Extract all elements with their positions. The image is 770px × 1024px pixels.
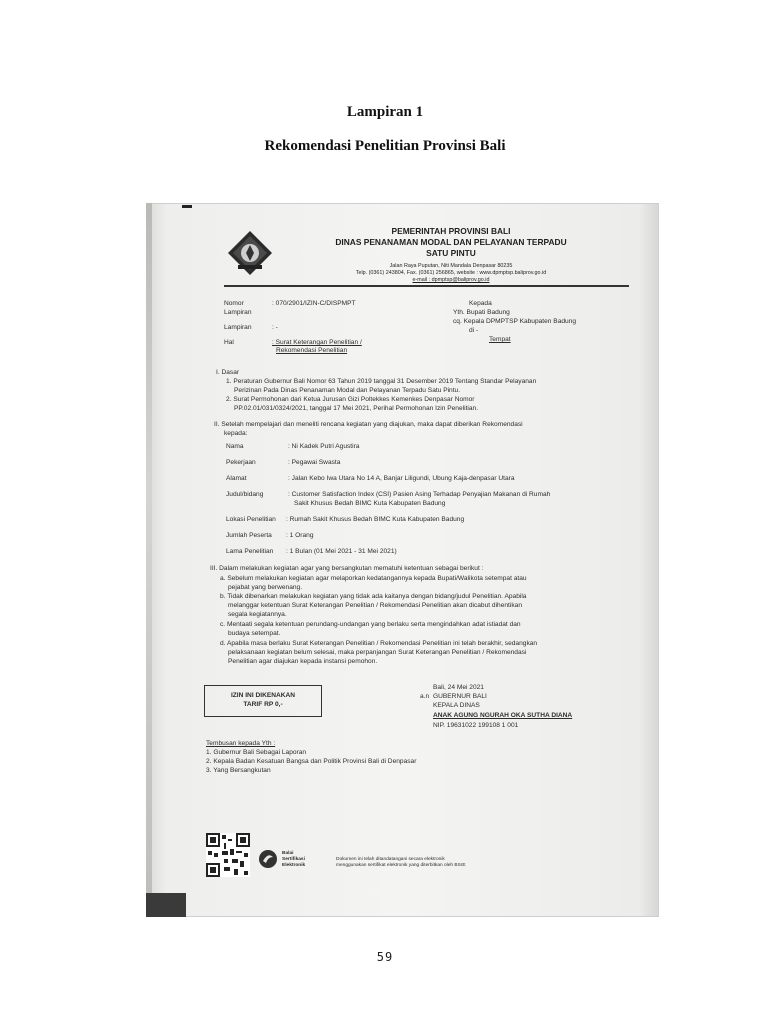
- letterhead-contact: Telp. (0361) 243804, Fax. (0361) 256865, website : www.dpmptsp.baliprov.go.id: [355, 270, 547, 276]
- peserta-value: : 1 Orang: [286, 532, 314, 539]
- lama-value: : 1 Bulan (01 Mei 2021 - 31 Mei 2021): [286, 548, 397, 555]
- letterhead-email: e-mail : dpmptsp@baliprov.go.id: [412, 277, 490, 283]
- lokasi-label: Lokasi Penelitian: [226, 516, 276, 523]
- letterhead-line-1: PEMERINTAH PROVINSI BALI: [391, 226, 511, 236]
- section-3-a2: pejabat yang berwenang.: [228, 584, 303, 591]
- section-2-intro-a: II. Setelah mempelajari dan meneliti rencana kegiatan yang diajukan, maka dapat diberikan Rekomendasi: [214, 421, 523, 428]
- tarif-line-2: TARIF RP 0,-: [243, 701, 283, 708]
- recipient-tempat: Tempat: [489, 336, 511, 343]
- pekerjaan-label: Pekerjaan: [226, 459, 256, 466]
- recipient-cq: cq. Kepala DPMPTSP Kabupaten Badung: [453, 318, 577, 325]
- tembusan-item: 2. Kepala Badan Kesatuan Bangsa dan Politik Provinsi Bali di Denpasar: [206, 758, 417, 765]
- hal-value-2: Rekomendasi Penelitian: [276, 347, 348, 354]
- section-1-title: I. Dasar: [216, 369, 240, 376]
- letterhead-rule: [224, 285, 629, 287]
- section-1-item-1b: Perizinan Pada Dinas Penanaman Modal dan Pelayanan Terpadu Satu Pintu.: [234, 387, 461, 394]
- tembusan-item: 3. Yang Bersangkutan: [206, 767, 271, 774]
- bsre-text-2: Sertifikasi: [282, 857, 305, 862]
- lampiran2-label: Lampiran: [224, 324, 252, 331]
- judul-label: Judul/bidang: [226, 491, 264, 498]
- recipient-di: di -: [469, 327, 479, 334]
- section-1-item-2b: PP.02.01/031/0324/2021, tanggal 17 Mei 2021, Perihal Permohonan Izin Penelitian.: [234, 405, 479, 412]
- section-3-b2: melanggar ketentuan Surat Keterangan Penelitian / Rekomendasi Penelitian akan dicabut dihentikan: [228, 602, 522, 609]
- footer-note-1: Dokumen ini telah ditandatangani secara elektronik: [336, 857, 445, 862]
- page-title: Lampiran 1: [346, 104, 424, 120]
- signature-kepala: KEPALA DINAS: [433, 702, 480, 709]
- lama-label: Lama Penelitian: [226, 548, 274, 555]
- signature-nip: NIP. 19631022 199108 1 001: [433, 722, 519, 729]
- qr-code-icon: [206, 833, 250, 877]
- nomor-label: Nomor: [224, 300, 244, 307]
- bsre-text-1: Balai: [282, 851, 294, 856]
- judul-value-b: Sakit Khusus Bedah BIMC Kuta Kabupaten Badung: [294, 500, 446, 507]
- hal-value-1: : Surat Keterangan Penelitian /: [272, 339, 362, 346]
- recipient-kepada: Kepada: [469, 300, 492, 307]
- nama-label: Nama: [226, 443, 244, 450]
- letterhead-line-2: DINAS PENANAMAN MODAL DAN PELAYANAN TERPADU: [335, 237, 567, 247]
- lampiran2-value: : -: [272, 324, 278, 331]
- section-3-d2: pelaksanaan kegiatan belum selesai, maka perpanjangan Surat Keterangan Penelitian / Rekomendasi: [228, 649, 527, 656]
- signature-gubernur: GUBERNUR BALI: [433, 693, 487, 700]
- section-3-c2: budaya setempat.: [228, 630, 281, 637]
- signature-name: ANAK AGUNG NGURAH OKA SUTHA DIANA: [433, 712, 573, 719]
- nomor-value: : 070/2901/IZIN-C/DISPMPT: [272, 300, 356, 307]
- page-subtitle: Rekomendasi Penelitian Provinsi Bali: [264, 138, 506, 154]
- lokasi-value: : Rumah Sakit Khusus Bedah BIMC Kuta Kabupaten Badung: [286, 516, 465, 523]
- section-1-item-1a: 1. Peraturan Gubernur Bali Nomor 63 Tahun 2019 tanggal 31 Desember 2019 Tentang Standar Pelayanan: [226, 378, 537, 385]
- footer-note-2: menggunakan sertifikat elektronik yang diterbitkan oleh BSrE: [336, 863, 466, 868]
- pekerjaan-value: : Pegawai Swasta: [288, 459, 341, 466]
- letter: [146, 203, 659, 917]
- section-3-intro: III. Dalam melakukan kegiatan agar yang bersangkutan mematuhi ketentuan sebagai berikut :: [210, 565, 484, 572]
- section-2-intro-b: kepada:: [224, 430, 248, 437]
- bsre-text-3: Elektronik: [282, 863, 306, 868]
- signature-an: a.n: [420, 693, 430, 700]
- section-3-c1: c. Mentaati segala ketentuan perundang-undangan yang berlaku serta mengindahkan adat istiadat dan: [220, 621, 521, 628]
- judul-value-a: : Customer Satisfaction Index (CSI) Pasien Asing Terhadap Penyajian Makanan di Rumah: [288, 491, 551, 498]
- section-3-d3: Penelitian agar diajukan kepada instansi pemohon.: [228, 658, 378, 665]
- scanned-letter-photo: [146, 203, 659, 917]
- section-3-b3: segala kegiatannya.: [228, 611, 287, 618]
- section-3-d1: d. Apabila masa berlaku Surat Keterangan Penelitian / Rekomendasi Penelitian ini telah berakhir, sedangkan: [220, 640, 538, 647]
- recipient-yth: Yth. Bupati Badung: [453, 309, 510, 316]
- tembusan-item: 1. Gubernur Bali Sebagai Laporan: [206, 749, 307, 756]
- bali-emblem-icon: [226, 229, 274, 277]
- letterhead-address: Jalan Raya Puputan, Niti Mandala Denpasar 80235: [389, 263, 513, 269]
- alamat-value: : Jalan Kebo Iwa Utara No 14 A, Banjar Liligundi, Ubung Kaja-denpasar Utara: [288, 475, 515, 482]
- section-3-a1: a. Sebelum melakukan kegiatan agar melaporkan kedatangannya kepada Bupati/Walikota setempat atau: [220, 575, 527, 582]
- nama-value: : Ni Kadek Putri Agustira: [288, 443, 360, 450]
- peserta-label: Jumlah Peserta: [226, 532, 272, 539]
- tembusan-title: Tembusan kepada Yth :: [206, 740, 276, 747]
- bsre-logo-icon: [258, 849, 278, 869]
- lampiran-label: Lampiran: [224, 309, 252, 316]
- letterhead-line-3: SATU PINTU: [426, 248, 476, 258]
- tarif-line-1: IZIN INI DIKENAKAN: [230, 692, 296, 699]
- page-number: 59: [376, 950, 394, 964]
- tarif-stamp: [204, 685, 322, 717]
- alamat-label: Alamat: [226, 475, 247, 482]
- section-3-b1: b. Tidak dibenarkan melakukan kegiatan yang tidak ada kaitanya dengan bidang/judul Penelitian. Apabila: [220, 593, 527, 600]
- hal-label: Hal: [224, 339, 234, 346]
- section-1-item-2a: 2. Surat Permohonan dari Ketua Jurusan Gizi Poltekkes Kemenkes Denpasar Nomor: [226, 396, 475, 403]
- signature-place-date: Bali, 24 Mei 2021: [433, 684, 484, 691]
